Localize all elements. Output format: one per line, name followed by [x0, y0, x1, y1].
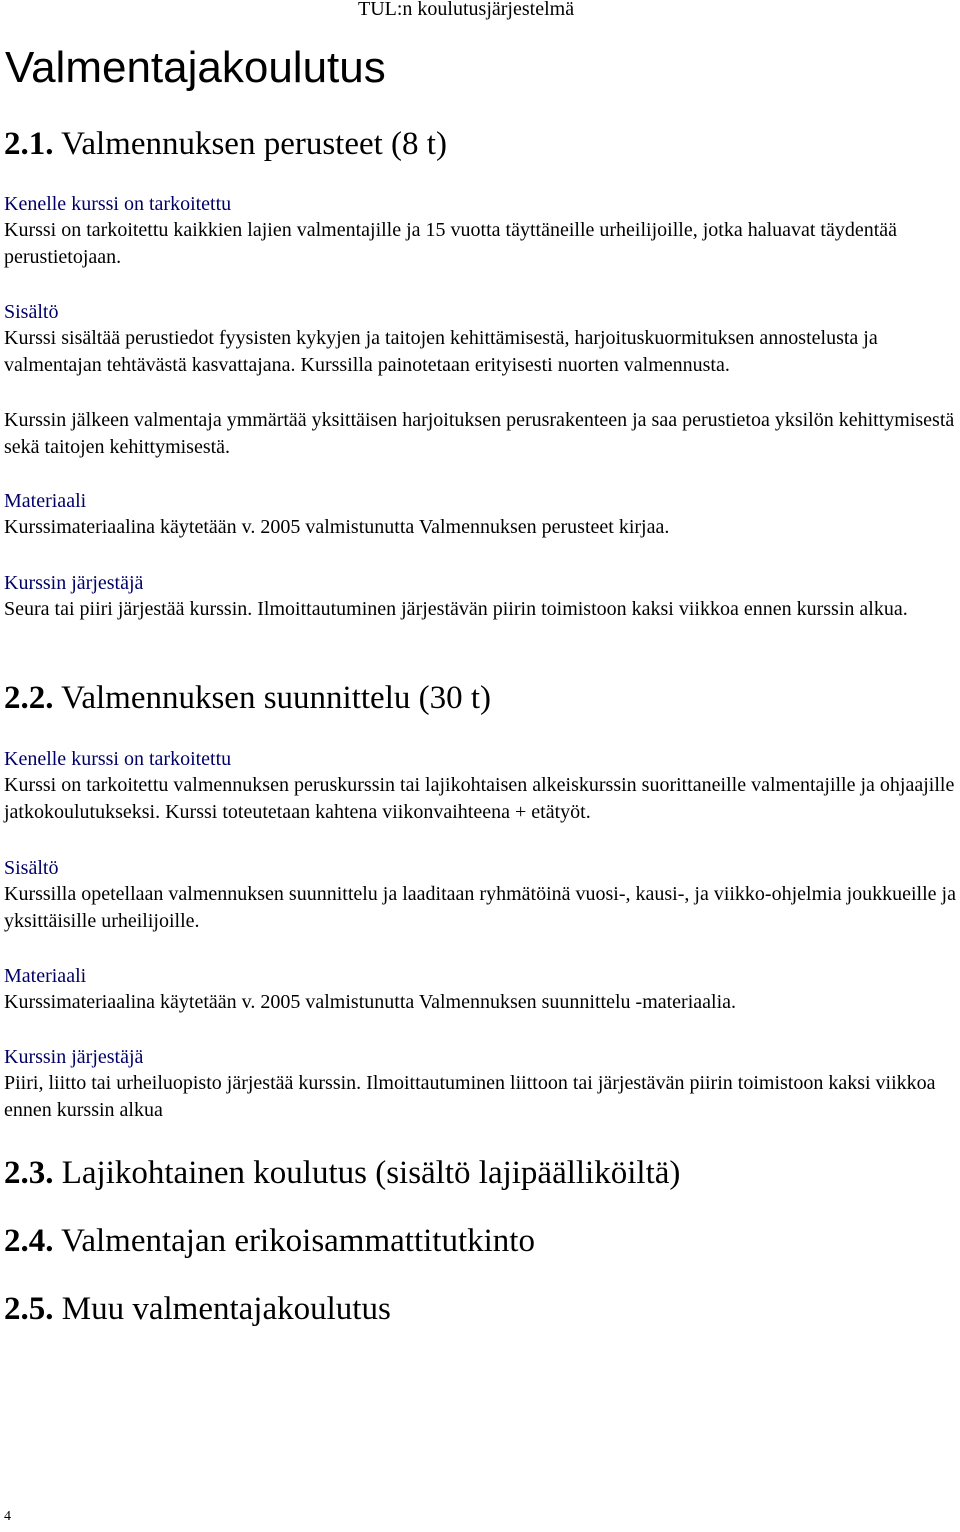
content-text-outcome: Kurssin jälkeen valmentaja ymmärtää yksittäisen harjoituksen perusrakenteen ja saa perustietoa yksilön kehittymisestä sekä taitojen kehittymisestä.	[4, 409, 955, 458]
section-number: 2.3.	[4, 1155, 54, 1191]
content-label: Sisältö	[4, 857, 59, 879]
document-title: Valmentajakoulutus	[5, 43, 386, 92]
material-label: Materiaali	[4, 965, 87, 987]
document-header-text: TUL:n koulutusjärjestelmä	[358, 0, 575, 20]
organizer-label: Kurssin järjestäjä	[4, 1046, 144, 1068]
section-heading-2-4	[4, 1221, 535, 1261]
section-title: Lajikohtainen koulutus (sisältö lajipäälliköiltä)	[61, 1155, 681, 1191]
content-label: Sisältö	[4, 301, 59, 323]
section-title: Valmennuksen suunnittelu (30 t)	[61, 680, 492, 716]
target-audience-label: Kenelle kurssi on tarkoitettu	[4, 193, 232, 215]
material-text: Kurssimateriaalina käytetään v. 2005 valmistunutta Valmennuksen suunnittelu -materiaalia.	[4, 991, 737, 1013]
section-title: Muu valmentajakoulutus	[61, 1291, 391, 1327]
target-audience-label: Kenelle kurssi on tarkoitettu	[4, 748, 232, 770]
section-title: Valmentajan erikoisammattitutkinto	[61, 1223, 535, 1259]
section-number: 2.5.	[4, 1291, 54, 1327]
section-number: 2.2.	[4, 680, 54, 716]
page-number: 4	[4, 1509, 11, 1524]
content-text: Kurssilla opetellaan valmennuksen suunnittelu ja laaditaan ryhmätöinä vuosi-, kausi-, ja viikko-ohjelmia joukkueille ja yksittäisille urheilijoille.	[4, 883, 956, 932]
section-number: 2.1.	[4, 126, 54, 162]
content-text: Kurssi sisältää perustiedot fyysisten kykyjen ja taitojen kehittämisestä, harjoituskuormituksen annostelusta ja valmentajan tehtävästä kasvattajana. Kurssilla painotetaan erityisesti nuorten valmennusta.	[4, 327, 878, 376]
organizer-text: Seura tai piiri järjestää kurssin. Ilmoittautuminen järjestävän piirin toimistoon kaksi viikkoa ennen kurssin alkua.	[4, 598, 908, 620]
section-number: 2.4.	[4, 1223, 54, 1259]
material-label: Materiaali	[4, 490, 87, 512]
target-audience-text: Kurssi on tarkoitettu valmennuksen peruskurssin tai lajikohtaisen alkeiskurssin suorittaneille valmentajille ja ohjaajille jatkokoulutukseksi. Kurssi toteutetaan kahtena viikonvaihteena + etätyöt.	[4, 774, 955, 823]
section-title: Valmennuksen perusteet (8 t)	[61, 126, 447, 162]
organizer-label: Kurssin järjestäjä	[4, 572, 144, 594]
target-audience-text: Kurssi on tarkoitettu kaikkien lajien valmentajille ja 15 vuotta täyttäneille urheilijoille, jotka haluavat täydentää perustietojaan.	[4, 219, 898, 268]
section-heading-2-1	[4, 124, 447, 164]
material-text: Kurssimateriaalina käytetään v. 2005 valmistunutta Valmennuksen perusteet kirjaa.	[4, 516, 670, 538]
section-heading-2-2	[4, 678, 491, 718]
section-heading-2-5	[4, 1289, 391, 1329]
section-heading-2-3	[4, 1153, 680, 1193]
organizer-text: Piiri, liitto tai urheiluopisto järjestää kurssin. Ilmoittautuminen liittoon tai järjestävän piirin toimistoon kaksi viikkoa ennen kurssin alkua	[4, 1072, 936, 1121]
